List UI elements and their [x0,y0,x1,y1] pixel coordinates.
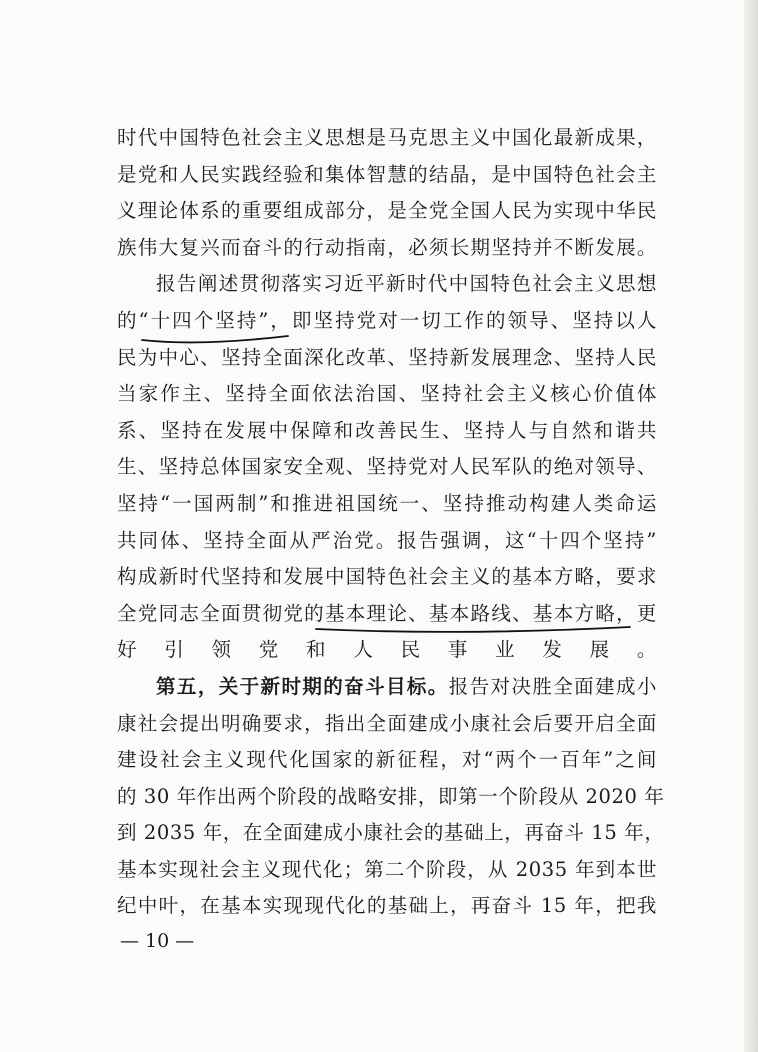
text-line [117,669,657,706]
text-line: 生、坚持总体国家安全观、坚持党对人民军队的绝对领导、 [117,455,657,479]
text-line: 当家作主、坚持全面依法治国、坚持社会主义核心价值体 [117,382,657,406]
text-line: 族伟大复兴而奋斗的行动指南，必须长期坚持并不断发展。 [117,235,657,259]
section-heading: 第五，关于新时期的奋斗目标。 [156,674,449,698]
text-line: 报告阐述贯彻落实习近平新时代中国特色社会主义思想 [156,272,657,296]
body-text [117,120,665,925]
text-line: 建设社会主义现代化国家的新征程，对“两个一百年”之间 [117,748,657,772]
text-line: 构成新时代坚持和发展中国特色社会主义的基本方略，要求 [117,565,657,589]
text-line: 民为中心、坚持全面深化改革、坚持新发展理念、坚持人民 [117,345,657,369]
text-line: 坚持“一国两制”和推进祖国统一、坚持推动构建人类命运 [117,491,657,515]
text-line: 的 30 年作出两个阶段的战略安排，即第一个阶段从 2020 年 [117,784,665,808]
text-line: 共同体、坚持全面从严治党。报告强调，这“十四个坚持” [117,528,657,552]
text-line: 纪中叶，在基本实现现代化的基础上，再奋斗 15 年，把我 [117,894,657,918]
text-line: 基本实现社会主义现代化；第二个阶段，从 2035 年到本世 [117,857,657,881]
text-line: 时代中国特色社会主义思想是马克思主义中国化最新成果， [117,126,657,149]
text-line: 好引领党和人民事业发展。 [117,638,657,662]
paragraph-3 [117,669,665,925]
text-line: 义理论体系的重要组成部分，是全党全国人民为实现中华民 [117,199,657,223]
text-line: 康社会提出明确要求，指出全面建成小康社会后要开启全面 [117,711,657,735]
text-line: 的“十四个坚持”，即坚持党对一切工作的领导、坚持以人 [117,308,657,332]
text-line: 系、坚持在发展中保障和改善民生、坚持人与自然和谐共 [117,418,657,442]
paragraph-2 [117,266,657,669]
text-line-rest: 报告对决胜全面建成小 [448,674,657,698]
text-line: 全党同志全面贯彻党的基本理论、基本路线、基本方略，更 [117,601,657,625]
text-line: 是党和人民实践经验和集体智慧的结晶，是中国特色社会主 [117,162,657,186]
page-number: — 10 — [120,930,195,952]
paragraph-1 [117,120,657,266]
text-line: 到 2035 年，在全面建成小康社会的基础上，再奋斗 15 年， [117,821,665,845]
page-edge-shadow [744,0,758,1052]
